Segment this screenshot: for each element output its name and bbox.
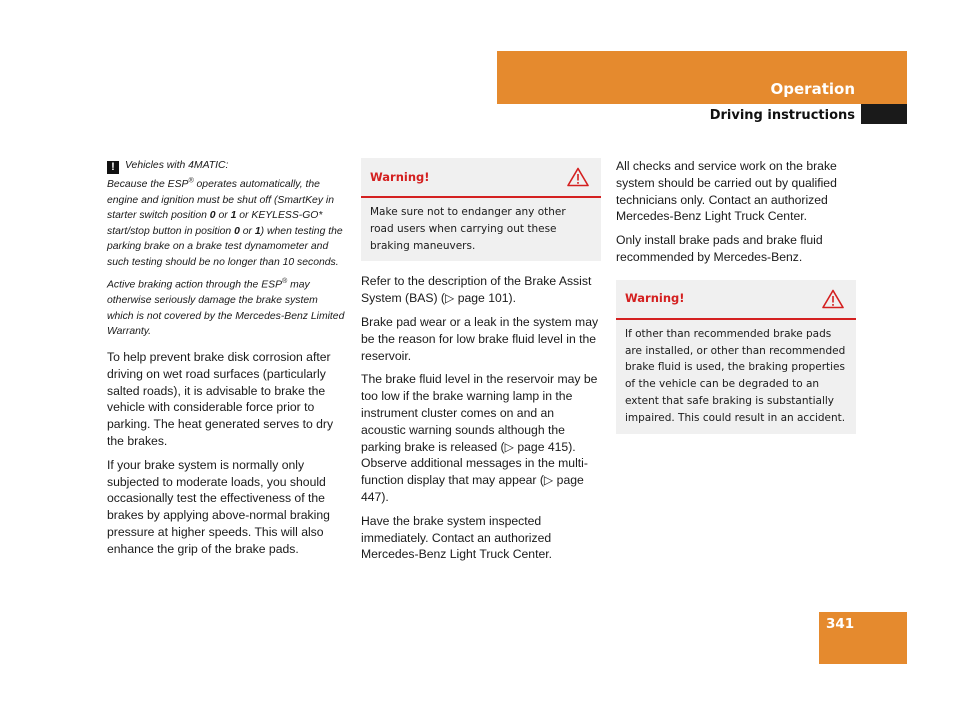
header-tab-marker (861, 104, 907, 124)
warning-box (616, 280, 856, 434)
paragraph: Refer to the description of the Brake Assist System (BAS) (▷ page 101). (361, 274, 592, 306)
paragraph: Have the brake system inspected immediately. Contact an authorized Mercedes-Benz Light Truck Center. (361, 513, 553, 562)
column-3 (616, 158, 856, 446)
paragraph: Only install brake pads and brake fluid recommended by Mercedes-Benz. (616, 233, 823, 264)
note-title: Vehicles with 4MATIC: (125, 160, 229, 171)
warning-header (616, 280, 856, 320)
section-title: Operation (770, 80, 855, 98)
exclamation-icon: ! (107, 161, 119, 174)
warning-triangle-icon (567, 167, 589, 187)
note-text-2: Active braking action through the ESP® may otherwise seriously damage the brake system which is not covered by the Mercedes-Benz Limited Warranty. (107, 278, 345, 338)
note-text-1: Because the ESP® operates automatically, the engine and ignition must be shut off (SmartKey in starter switch position 0 or 1 or KEYLESS-GO* start/stop button in position 0 or 1) when testing the parking brake on a brake test dynamometer and such testing should be no longer than 10 seconds. (107, 178, 343, 268)
warning-header (361, 158, 601, 198)
paragraph: The brake fluid level in the reservoir may be too low if the brake warning lamp in the instrument cluster comes on and an acoustic warning sounds although the parking brake is released (▷ page 415). Observe additional messages in the multi-function display that may appear (▷ page 447). (361, 372, 598, 504)
paragraph: All checks and service work on the brake system should be carried out by qualified technicians only. Contact an authorized Mercedes-Benz Light Truck Center. (616, 159, 837, 224)
note-block (107, 158, 347, 270)
subsection-title: Driving instructions (709, 108, 855, 123)
page-number-box (819, 612, 907, 664)
warning-box (361, 158, 601, 261)
column-1 (107, 158, 347, 565)
warning-triangle-icon (822, 289, 844, 309)
page-number: 341 (826, 616, 855, 632)
header-band (497, 51, 907, 104)
warning-text: If other than recommended brake pads are installed, or other than recommended brake fluid is used, the braking properties of the vehicle can be degraded to an extent that safe braking is substantially impaired. This could result in an accident. (625, 327, 846, 424)
warning-label: Warning! (625, 291, 685, 306)
paragraph: Brake pad wear or a leak in the system may be the reason for low brake fluid level in the reservoir. (361, 314, 599, 363)
paragraph: If your brake system is normally only subjected to moderate loads, you should occasionally test the effectiveness of the brakes by applying above-normal braking pressure at higher speeds. This will also enhance the grip of the brake pads. (107, 457, 330, 556)
warning-label: Warning! (370, 169, 430, 184)
paragraph: To help prevent brake disk corrosion after driving on wet road surfaces (particularly salted roads), it is advisable to brake the vehicle with considerable force prior to parking. The heat generated serves to dry the brakes. (107, 349, 334, 448)
column-2 (361, 158, 601, 570)
warning-text: Make sure not to endanger any other road users when carrying out these braking maneuvers. (370, 206, 566, 252)
